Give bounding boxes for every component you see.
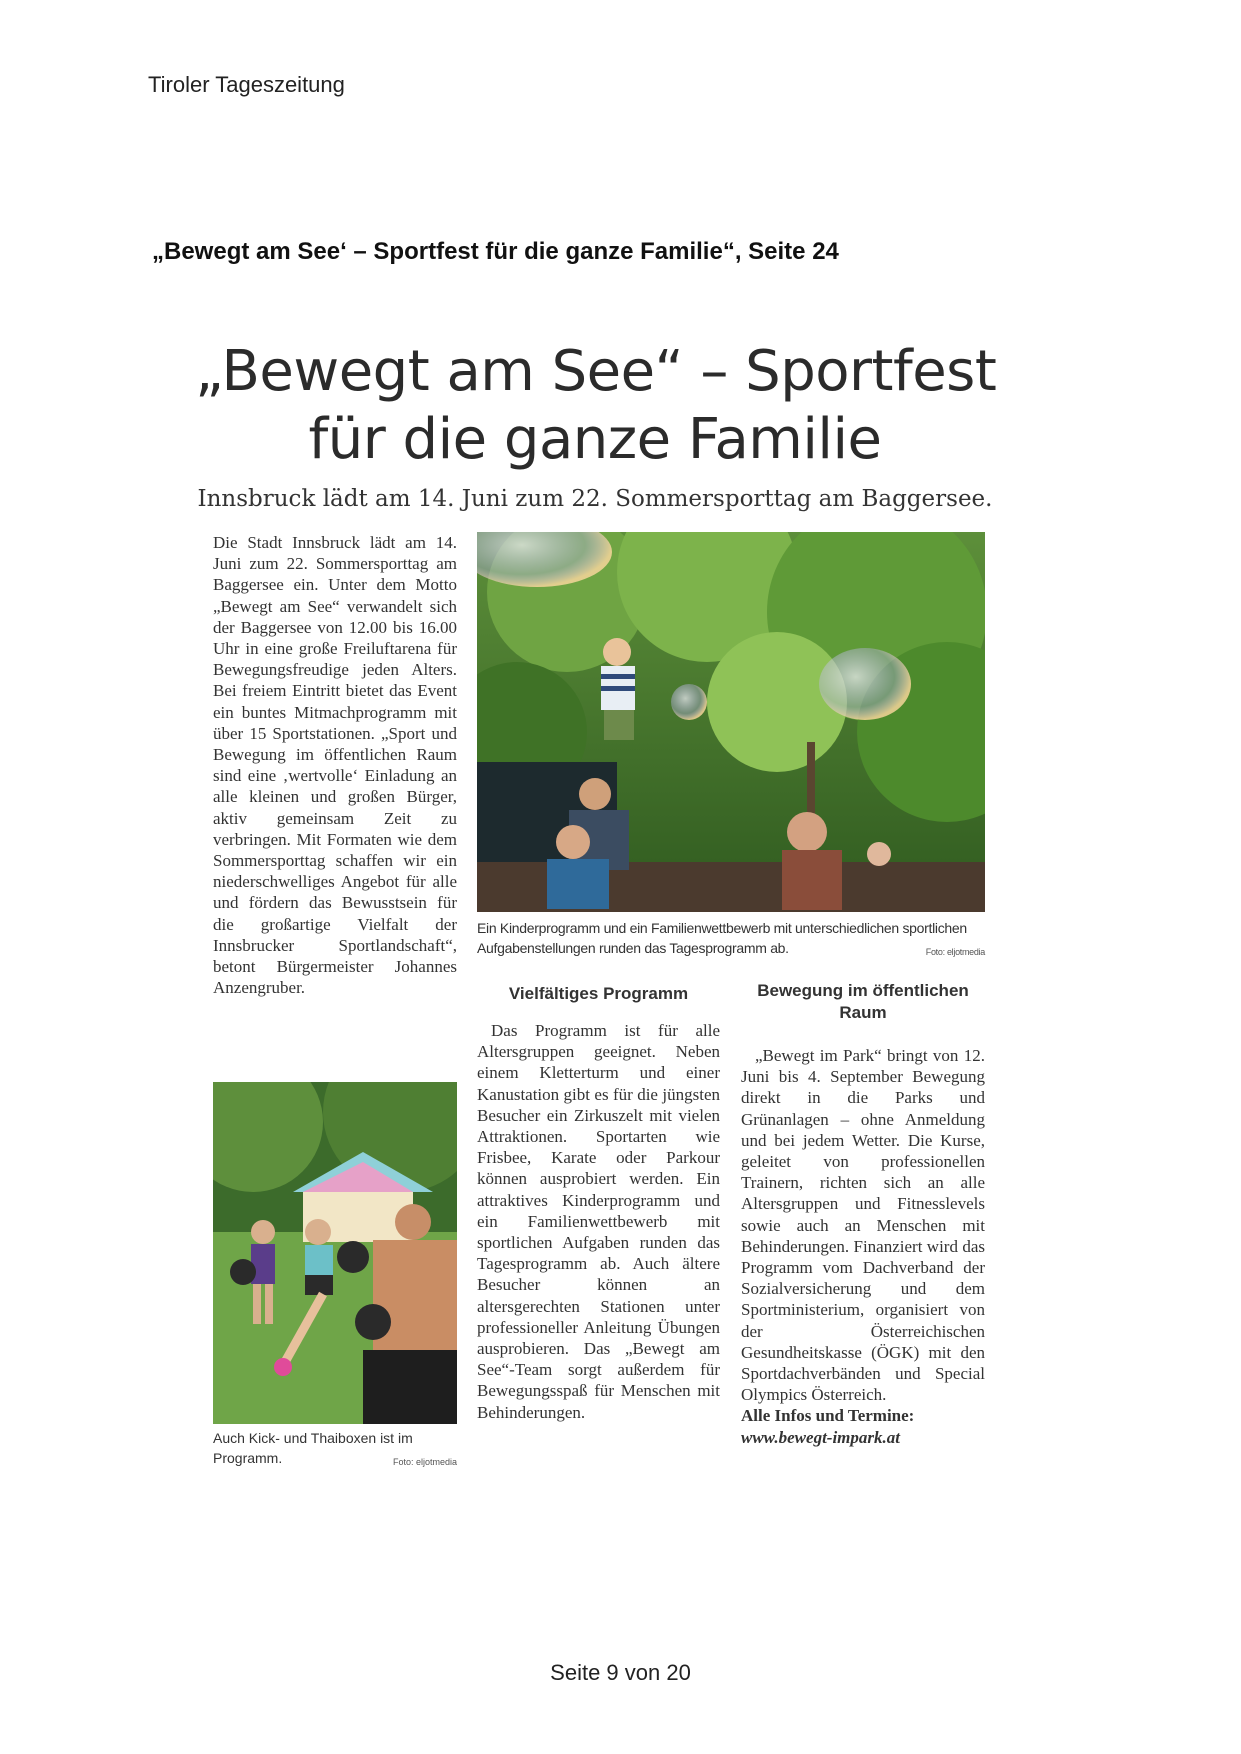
bubbles-family-photo	[477, 532, 985, 912]
info-url[interactable]: www.bewegt-impark.at	[741, 1427, 900, 1447]
section-public-space	[741, 1045, 985, 1448]
photo-illustration	[213, 1082, 457, 1424]
headline-line-1: „Bewegt am See“ – Sportfest	[195, 339, 997, 404]
section-program-text: Das Programm ist für alle Altersgruppen geeignet. Neben einem Kletterturm und einer Kanustation gibt es für die jüngsten Besucher ein Zirkuszelt mit vielen Attraktionen. Sportarten wie Frisbee, Karate oder Parkour können ausprobiert werden. Ein attraktives Kinderprogramm und ein Familienwettbewerb mit sportlichen Aufgaben runden das Tagesprogramm ab. Auch ältere Besucher können an altersgerechten Stationen unter professioneller Anleitung Übungen ausprobieren. Das „Bewegt am See“-Team sorgt außerdem für Bewegungsspaß für Menschen mit Behinderungen.	[477, 1021, 720, 1422]
article-subheadline: Innsbruck lädt am 14. Juni zum 22. Sommersporttag am Baggersee.	[197, 486, 993, 512]
photo-illustration	[477, 532, 985, 912]
section-heading-program: Vielfältiges Programm	[508, 984, 689, 1003]
section-public-space-text: „Bewegt im Park“ bringt von 12. Juni bis 4. September Bewegung direkt in die Parks und Grünanlagen – ohne Anmeldung und bei jedem Wetter. Die Kurse, geleitet von professionellen Trainern, richten sich an alle Altersgruppen und Fitnesslevels sowie auch an Menschen mit Behinderungen. Finanziert wird das Programm vom Dachverband der Sozialversicherung und dem Sportministerium, organisiert von der Österreichischen Gesundheitskasse (ÖGK) mit den Sportdachverbänden und Special Olympics Österreich.	[741, 1046, 985, 1405]
info-label: Alle Infos und Termine:	[741, 1406, 915, 1426]
photo-2-caption	[213, 1428, 457, 1472]
article-intro-text: Die Stadt Innsbruck lädt am 14. Juni zum 22. Sommersporttag am Baggersee ein. Unter dem Motto „Bewegt am See“ verwandelt sich der Baggersee von 12.00 bis 16.00 Uhr in eine große Freiluftarena für Bewegungsfreudige jeden Alters. Bei freiem Eintritt bietet das Event ein buntes Mitmachprogramm mit über 15 Sportstationen. „Sport und Bewegung im öffentlichen Raum sind eine ‚wertvolle‘ Einladung an alle kleinen und großen Bürger, aktiv gemeinsam Zeit zu verbringen. Mit Formaten wie dem Sommersporttag schaffen wir ein niederschwelliges Angebot für alle und fördern das Bewusstsein für die großartige Vielfalt der Innsbrucker Sportlandschaft“, betont Bürgermeister Johannes Anzengruber.	[213, 533, 457, 998]
clip-title: „Bewegt am See‘ – Sportfest für die ganze Familie“, Seite 24	[152, 238, 839, 265]
article-headline	[195, 338, 995, 474]
headline-line-2: für die ganze Familie	[308, 407, 882, 472]
section-heading-public-space: Bewegung im öffentlichen Raum	[757, 981, 969, 1022]
photo-2-credit: Foto: eljotmedia	[392, 1457, 457, 1467]
photo-1-credit: Foto: eljotmedia	[925, 947, 985, 957]
source-label: Tiroler Tageszeitung	[148, 72, 345, 97]
photo-2-caption-text: Auch Kick- und Thaiboxen ist im Programm.	[213, 1430, 413, 1466]
page-number: Seite 9 von 20	[550, 1660, 691, 1685]
kickboxing-photo	[213, 1082, 457, 1424]
photo-1-caption-text: Ein Kinderprogramm und ein Familienwettbewerb mit unterschiedlichen sportlichen Aufgabenstellungen runden das Tagesprogramm ab.	[477, 920, 967, 956]
photo-1-caption	[477, 918, 985, 962]
